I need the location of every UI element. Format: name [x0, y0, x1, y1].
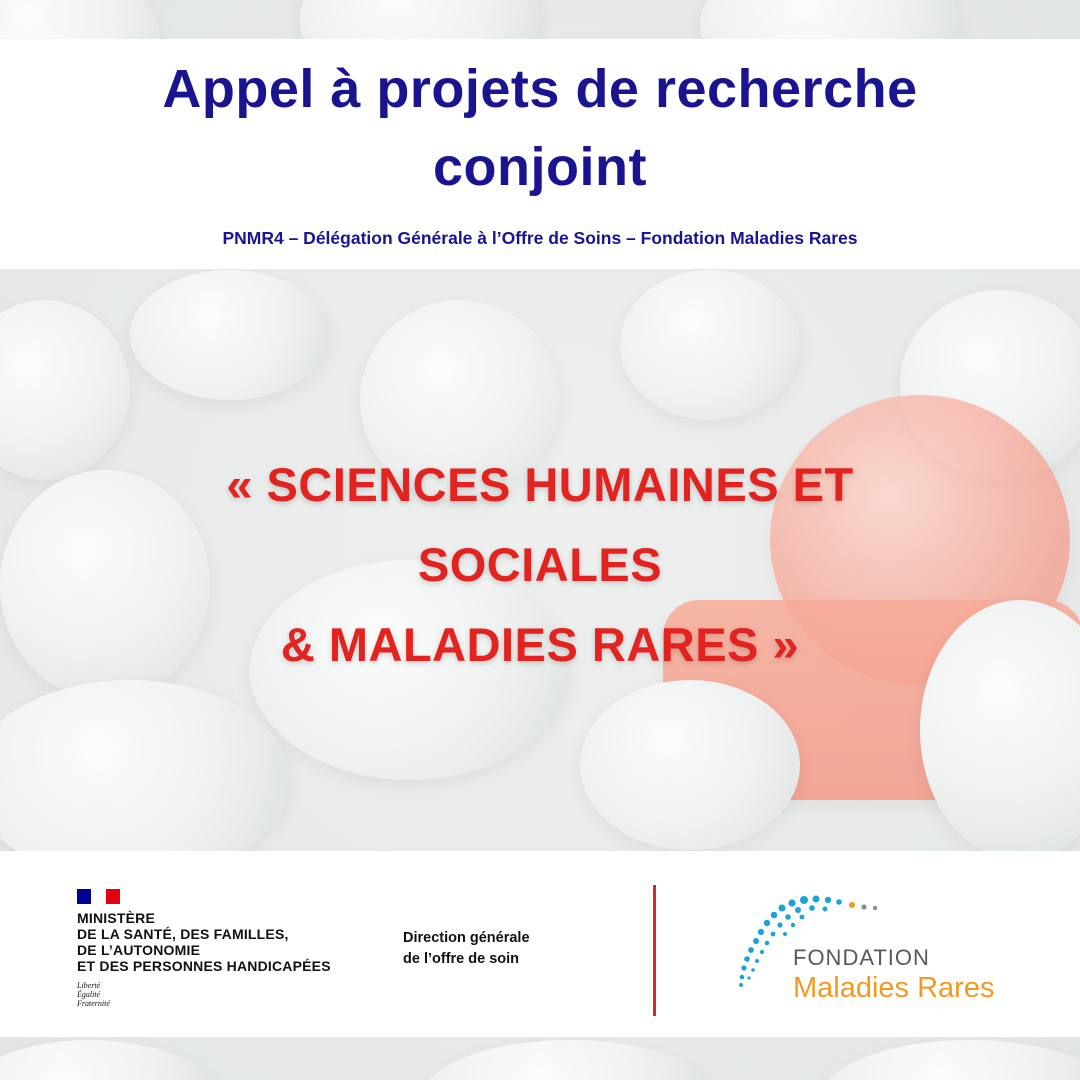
- page-title: [0, 50, 1080, 206]
- call-heading: [0, 445, 1080, 685]
- motto-line: Liberté: [77, 981, 101, 990]
- motto-line: Égalité: [77, 990, 101, 999]
- pill-shape: [130, 270, 330, 400]
- pill-shape: [0, 680, 290, 880]
- ministry-line: MINISTÈRE: [77, 910, 156, 926]
- pill-shape: [820, 1040, 1080, 1080]
- heading-line: SOCIALES: [417, 538, 663, 591]
- foundation-name-line2: Maladies Rares: [793, 972, 995, 1004]
- ministry-line: ET DES PERSONNES HANDICAPÉES: [77, 958, 331, 974]
- dgos-label: [403, 928, 530, 970]
- marianne-flag-icon: [77, 889, 120, 904]
- pill-shape: [420, 1040, 720, 1080]
- dgos-line: de l’offre de soin: [403, 951, 520, 967]
- foundation-name-line1: FONDATION: [793, 945, 930, 970]
- footer-divider: [653, 885, 656, 1016]
- ministry-line: DE L’AUTONOMIE: [77, 942, 201, 958]
- republic-motto: [77, 981, 110, 1008]
- title-line: conjoint: [433, 137, 647, 197]
- ministry-line: DE LA SANTÉ, DES FAMILLES,: [77, 926, 289, 942]
- pill-shape: [580, 680, 800, 850]
- ministry-name: [77, 910, 331, 974]
- pill-shape: [0, 1040, 220, 1080]
- pill-shape: [620, 270, 800, 420]
- motto-line: Fraternité: [77, 999, 110, 1008]
- heading-line: & MALADIES RARES »: [280, 618, 800, 671]
- page-subtitle: PNMR4 – Délégation Générale à l’Offre de Soins – Fondation Maladies Rares: [222, 228, 858, 248]
- dgos-line: Direction générale: [403, 930, 530, 946]
- heading-line: « SCIENCES HUMAINES ET: [226, 458, 854, 511]
- title-line: Appel à projets de recherche: [162, 59, 918, 119]
